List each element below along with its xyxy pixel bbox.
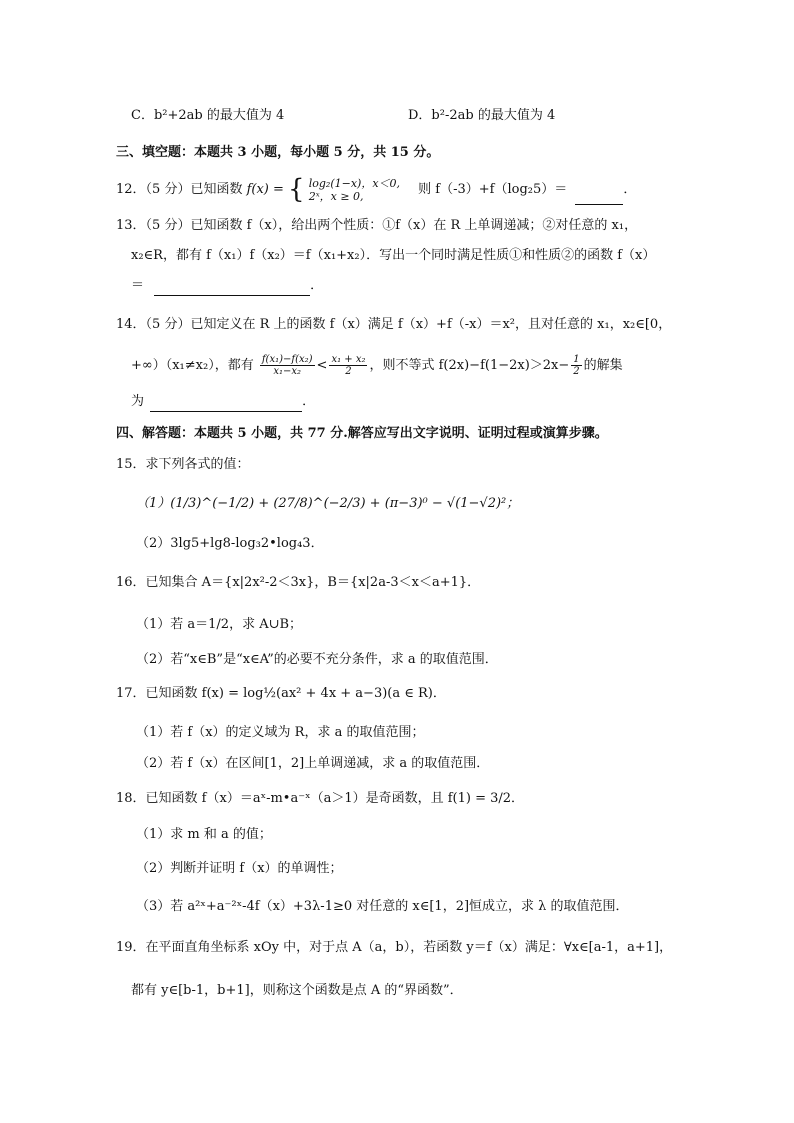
q13-line-2: x₂∈R，都有 f（x₁）f（x₂）＝f（x₁+x₂）．写出一个同时满足性质①和性质②的函数 f（x） <box>131 248 656 263</box>
q12-case-1: log₂(1−x)，x＜0, <box>308 176 401 190</box>
q18-part-3: （3）若 a²ˣ+a⁻²ˣ-4f（x）+3λ-1≥0 对任意的 x∈[1，2]恒成立，求 λ 的取值范围． <box>136 899 629 914</box>
q12-prefix: 12．（5 分）已知函数 <box>116 182 243 197</box>
q14-fraction-3 <box>571 354 581 377</box>
q17-part-2: （2）若 f（x）在区间[1，2]上单调递减，求 a 的取值范围． <box>136 756 490 771</box>
q13-line-3: ＝ <box>131 278 145 293</box>
q14-frac3-num: 1 <box>573 354 580 365</box>
q14-frac1-num: f(x₁)−f(x₂) <box>261 354 313 365</box>
q18-part-1: （1）求 m 和 a 的值； <box>136 827 272 842</box>
question-13-answer: ＝ ． <box>131 276 323 296</box>
q14-fraction-2 <box>329 354 367 377</box>
q12-suffix: 则 f（-3）+f（log₂5）＝ <box>418 182 568 197</box>
q16-part-1: （1）若 a＝1/2，求 A∪B； <box>136 617 303 632</box>
q14-line-2-b: ，则不等式 f(2x)−f(1−2x)＞2x− <box>369 358 570 373</box>
q14-frac2-num: x₁ + x₂ <box>331 354 366 365</box>
q19-line-1: 19．在平面直角坐标系 xOy 中，对于点 A（a，b），若函数 y＝f（x）满足：∀x∈[a-1，a+1]， <box>116 940 673 955</box>
q18-stem: 18．已知函数 f（x）＝aˣ-m•a⁻ˣ（a＞1）是奇函数，且 f(1) = 3/2． <box>116 791 525 806</box>
q14-frac1-den: x₁−x₂ <box>273 366 302 377</box>
q15-part-1: （1）(1/3)^(−1/2) + (27/8)^(−2/3) + (π−3)⁰ − √(1−√2)²； <box>136 496 520 511</box>
q15-stem: 15．求下列各式的值： <box>116 457 250 472</box>
q14-line-2-c: 的解集 <box>583 358 623 373</box>
q14-line-1: 14．（5 分）已知定义在 R 上的函数 f（x）满足 f（x）+f（-x）＝x²，且对任意的 x₁，x₂∈[0， <box>116 317 672 332</box>
q19-line-2: 都有 y∈[b-1，b+1]，则称这个函数是点 A 的“界函数”． <box>131 983 463 998</box>
q12-brace: { <box>288 174 305 205</box>
option-c: C．b²+2ab 的最大值为 4 <box>131 108 285 123</box>
q18-part-2: （2）判断并证明 f（x）的单调性； <box>136 861 343 876</box>
q14-frac2-den: 2 <box>345 366 352 377</box>
section-3-heading: 三、填空题：本题共 3 小题，每小题 5 分，共 15 分。 <box>116 145 440 160</box>
q14-line-2-a: +∞）（x₁≠x₂），都有 <box>131 358 254 373</box>
q16-stem: 16．已知集合 A＝{x|2x²-2＜3x}，B＝{x|2a-3＜x＜a+1}． <box>116 575 481 590</box>
q15-part-2: （2）3lg5+lg8-log₃2•log₄3． <box>136 536 324 551</box>
q14-lt: < <box>316 358 328 373</box>
q12-case-2: 2ˣ，x ≥ 0, <box>308 189 364 203</box>
question-14-answer: 为 ． <box>131 392 315 412</box>
q14-answer-blank[interactable] <box>150 397 302 412</box>
option-d: D．b²-2ab 的最大值为 4 <box>408 108 556 123</box>
q14-frac3-den: 2 <box>573 366 580 377</box>
q14-line-3: 为 <box>131 394 145 409</box>
q12-fx: f(x) = <box>246 182 284 197</box>
q14-fraction-1 <box>260 354 315 377</box>
q12-answer-blank[interactable] <box>575 190 623 205</box>
q16-part-2: （2）若“x∈B”是“x∈A”的必要不充分条件，求 a 的取值范围． <box>136 652 498 667</box>
question-12: 12．（5 分）已知函数 f(x) = { log₂(1−x)，x＜0, 2ˣ，x ≥ 0, 则 f（-3）+f（log₂5）＝ ． <box>116 174 637 205</box>
q13-answer-blank[interactable] <box>154 281 310 296</box>
q17-part-1: （1）若 f（x）的定义域为 R，求 a 的取值范围； <box>136 725 425 740</box>
q13-line-1: 13．（5 分）已知函数 f（x），给出两个性质：①f（x）在 R 上单调递减；②对任意的 x₁， <box>116 218 638 233</box>
q12-cases <box>309 177 400 203</box>
q14-line-2 <box>131 353 623 379</box>
q17-stem: 17．已知函数 f(x) = log½(ax² + 4x + a−3)(a ∈ R)． <box>116 686 446 701</box>
section-4-heading: 四、解答题：本题共 5 小题，共 77 分.解答应写出文字说明、证明过程或演算步骤。 <box>116 426 608 441</box>
